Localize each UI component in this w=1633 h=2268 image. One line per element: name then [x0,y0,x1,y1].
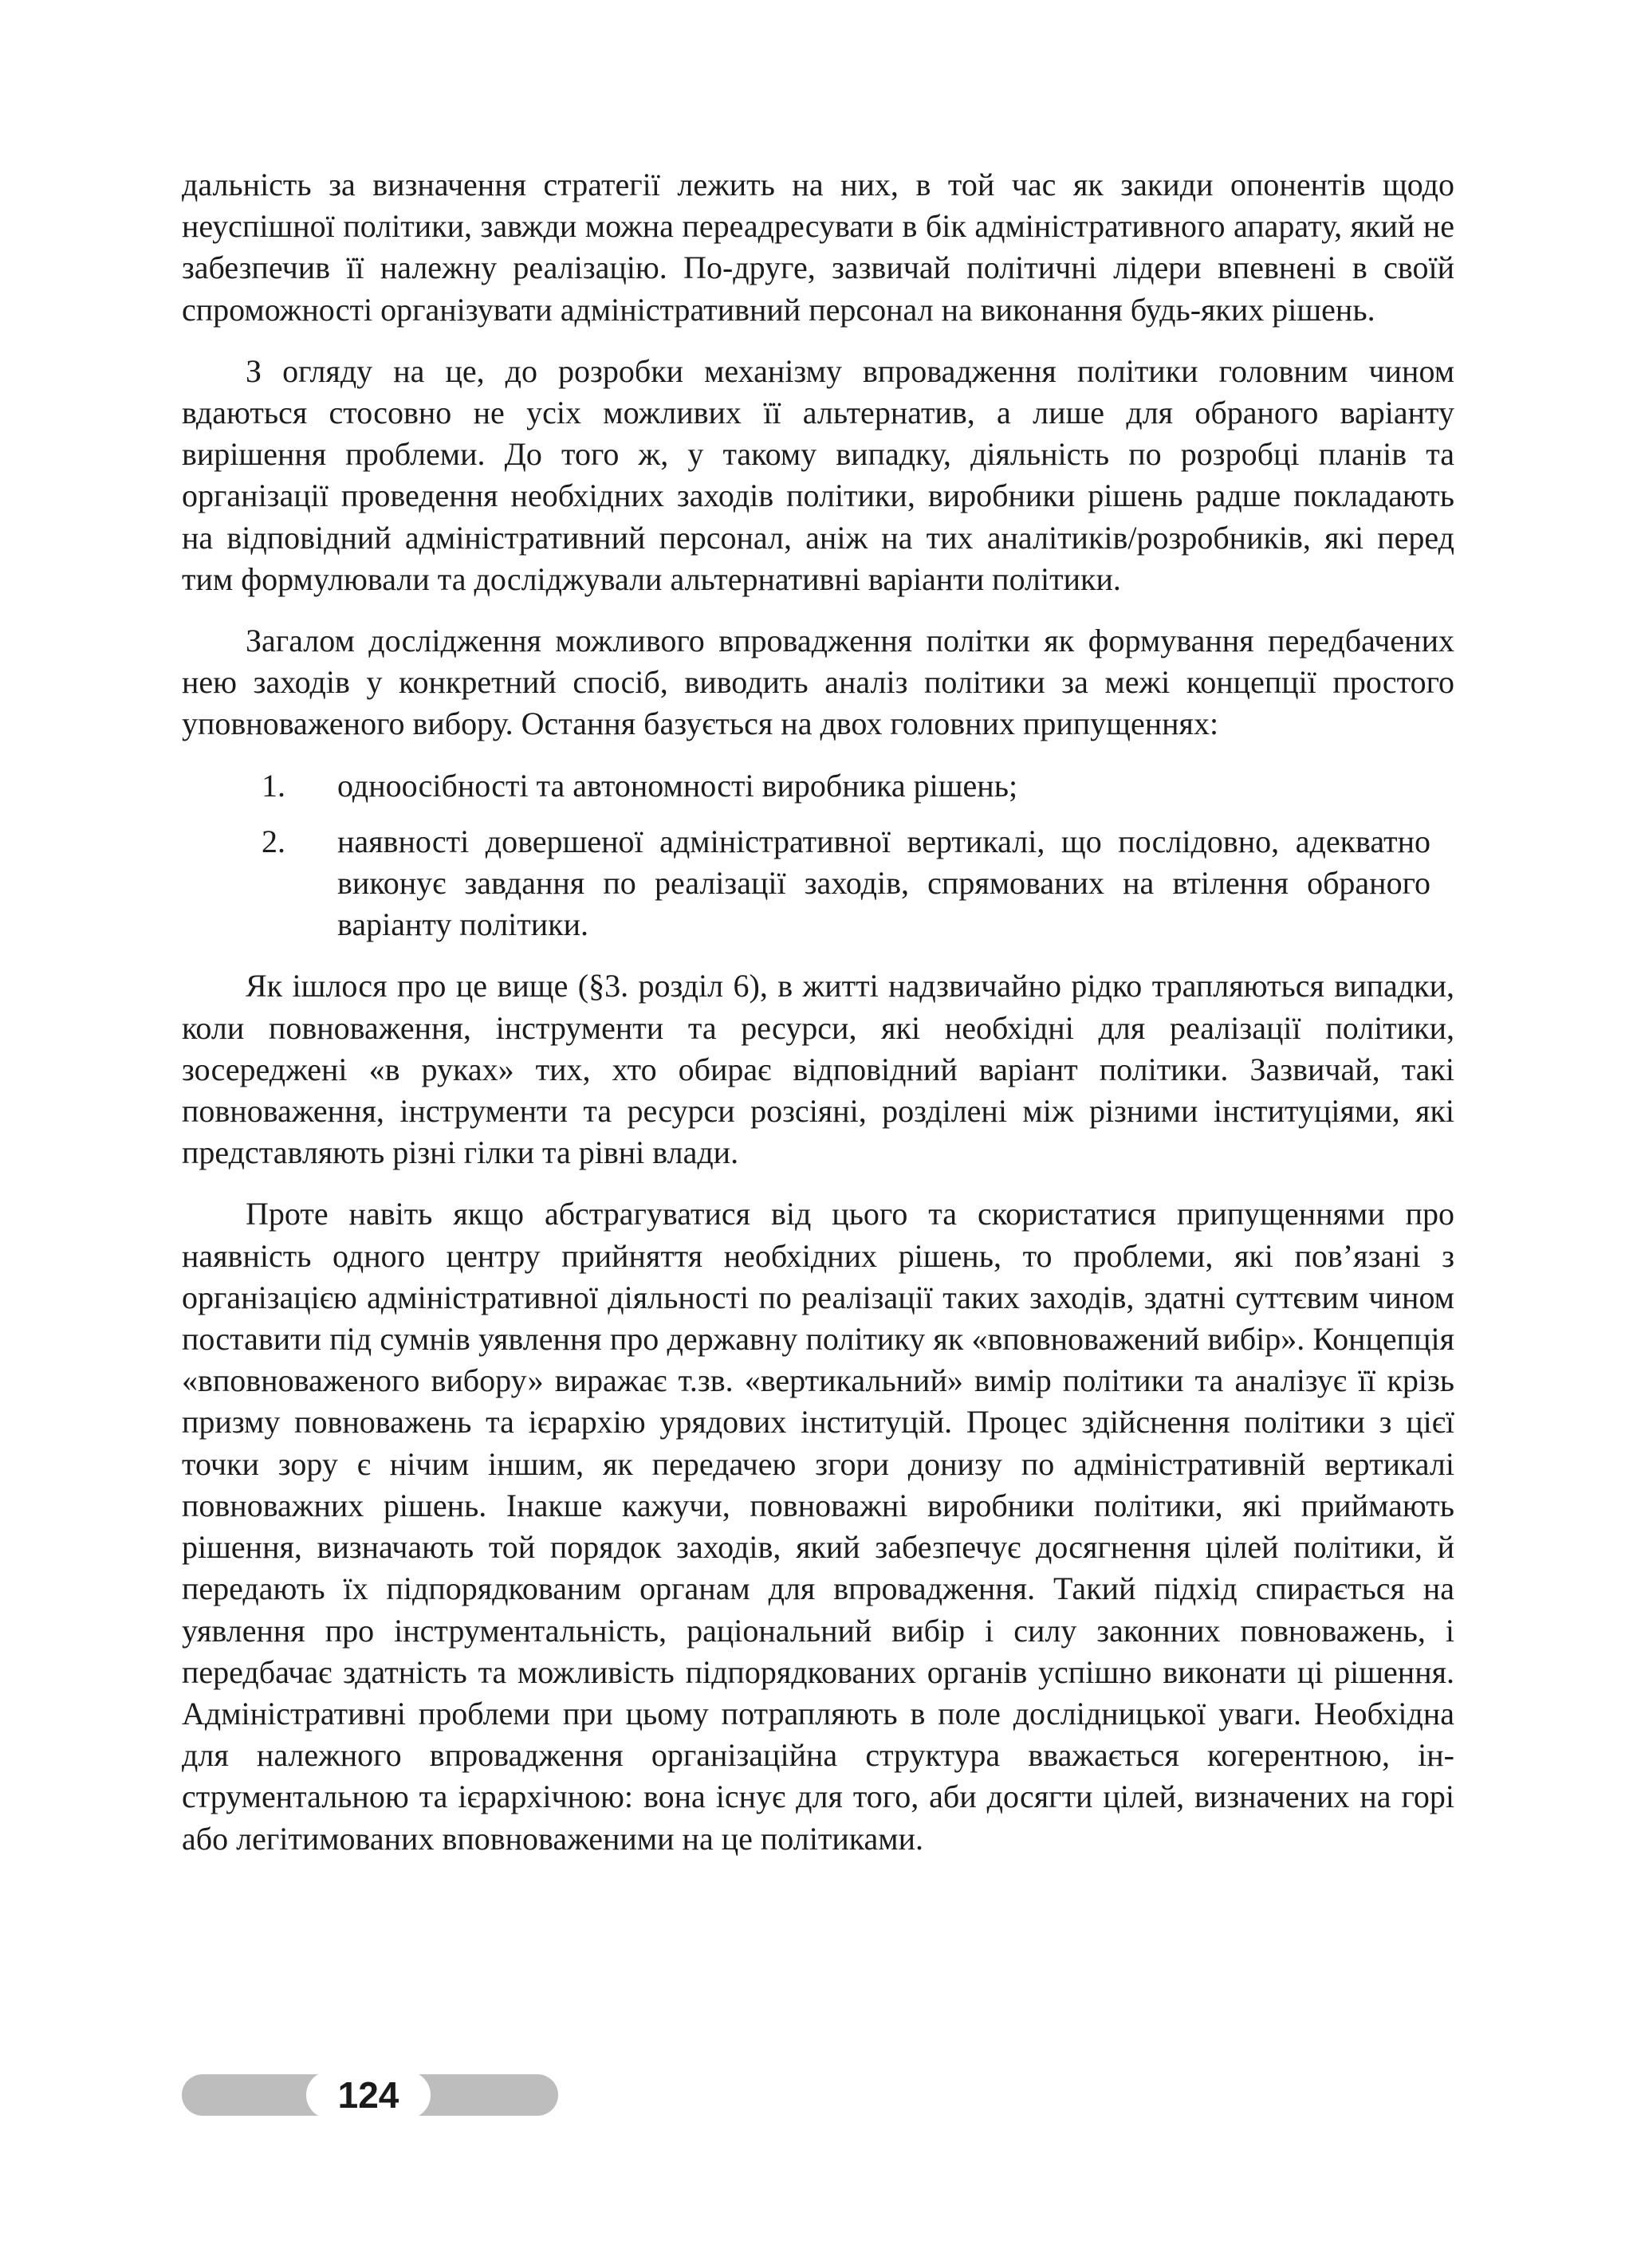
list-item [182,821,1454,946]
paragraph-4: Як ішлося про це вище (§3. розділ 6), в житті надзвичайно рідко трапляються випадки, коли повноваження, інструменти та ресурси, які необхідні для реалізації політики, зосереджені «в руках» тих, хто обирає відповідний варіант політики. Зазвичай, такі повноваження, інструменти та ресурси розсіяні, розділені між різними інституціями, які представляють різні гілки та рівні влади. [182,968,1454,1171]
list-item-text: одноосібності та автономності виробника рішень; [337,767,1018,804]
list-item-text: наявності довершеної адміністративної вертикалі, що послідовно, адекватно виконує завдання по реалізації заходів, спрямованих на втілення обраного варіанту політики. [337,823,1430,943]
paragraph-1: дальність за визначення стратегії лежить на них, в той час як закиди опонентів щодо неуспішної політики, завжди можна переадресувати в бік адміністративного апарату, який не забезпечив її належну реалізацію. По-друге, зазвичай політичні лідери впевнені в своїй спроможності організувати адміністративний персонал на виконання будь-яких рішень. [182,167,1454,328]
page-number: 124 [337,2074,399,2116]
page-footer [182,2074,558,2116]
list-item [182,765,1454,807]
list-item-number: 1. [262,767,285,804]
list-item-number: 2. [262,823,285,859]
paragraph-3: Загалом дослідження можливого впровадження політки як формування передбачених нею заходів у конкретний спосіб, виводить аналіз політики за межі концепції простого уповноваженого вибору. Остання базується на двох головних припущеннях: [182,623,1454,742]
paragraph-5: Проте навіть якщо абстрагуватися від цього та скористатися припущеннями про наявність одного центру прийняття необхідних рішень, то проблеми, які пов’язані з організацією адміністративної діяльності по реалізації таких заходів, здатні суттєвим чином поставити під сумнів уявлення про державну політику як «вповноважений вибір». Концепція «вповноваженого вибору» виражає т.зв. «вертикальний» вимір політики та аналізує її крізь призму повноважень та ієрархію урядових інституцій. Процес здійснення політики з цієї точки зору є нічим іншим, як передачею згори донизу по адміністративній вертикалі повноважних рішень. Інакше кажучи, повноважні виробники політики, які приймають рішення, визначають той порядок заходів, який забезпечує досягнення цілей політики, й передають їх підпорядкованим органам для впровадження. Такий підхід спирається на уявлення про інструментальність, раціональний вибір і силу законних повноважень, і передбачає здатність та можливість підпорядкованих органів успішно виконати ці рішення. Адміністративні проблеми при цьому потрапляють в поле дослідницької уваги. Необхідна для належного впровадження організаційна структура вважається когерентною, інструментальною та ієрархічною: вона існує для того, аби досягти цілей, визначених на горі або легітимованих вповноваженими на це політиками. [182,1196,1454,1857]
page-body [182,164,1454,1880]
assumptions-list [182,765,1454,946]
paragraph-2: З огляду на це, до розробки механізму впровадження політики головним чином вдаються стосовно не усіх можливих її альтернатив, а лише для обраного варіанту вирішення проблеми. До того ж, у такому випадку, діяльність по розробці планів та організації проведення необхідних заходів політики, виробники рішень радше покладають на відповідний адміністративний персонал, аніж на тих аналітиків/розробників, які перед тим формулювали та досліджували альтернативні варіанти політики. [182,352,1454,597]
